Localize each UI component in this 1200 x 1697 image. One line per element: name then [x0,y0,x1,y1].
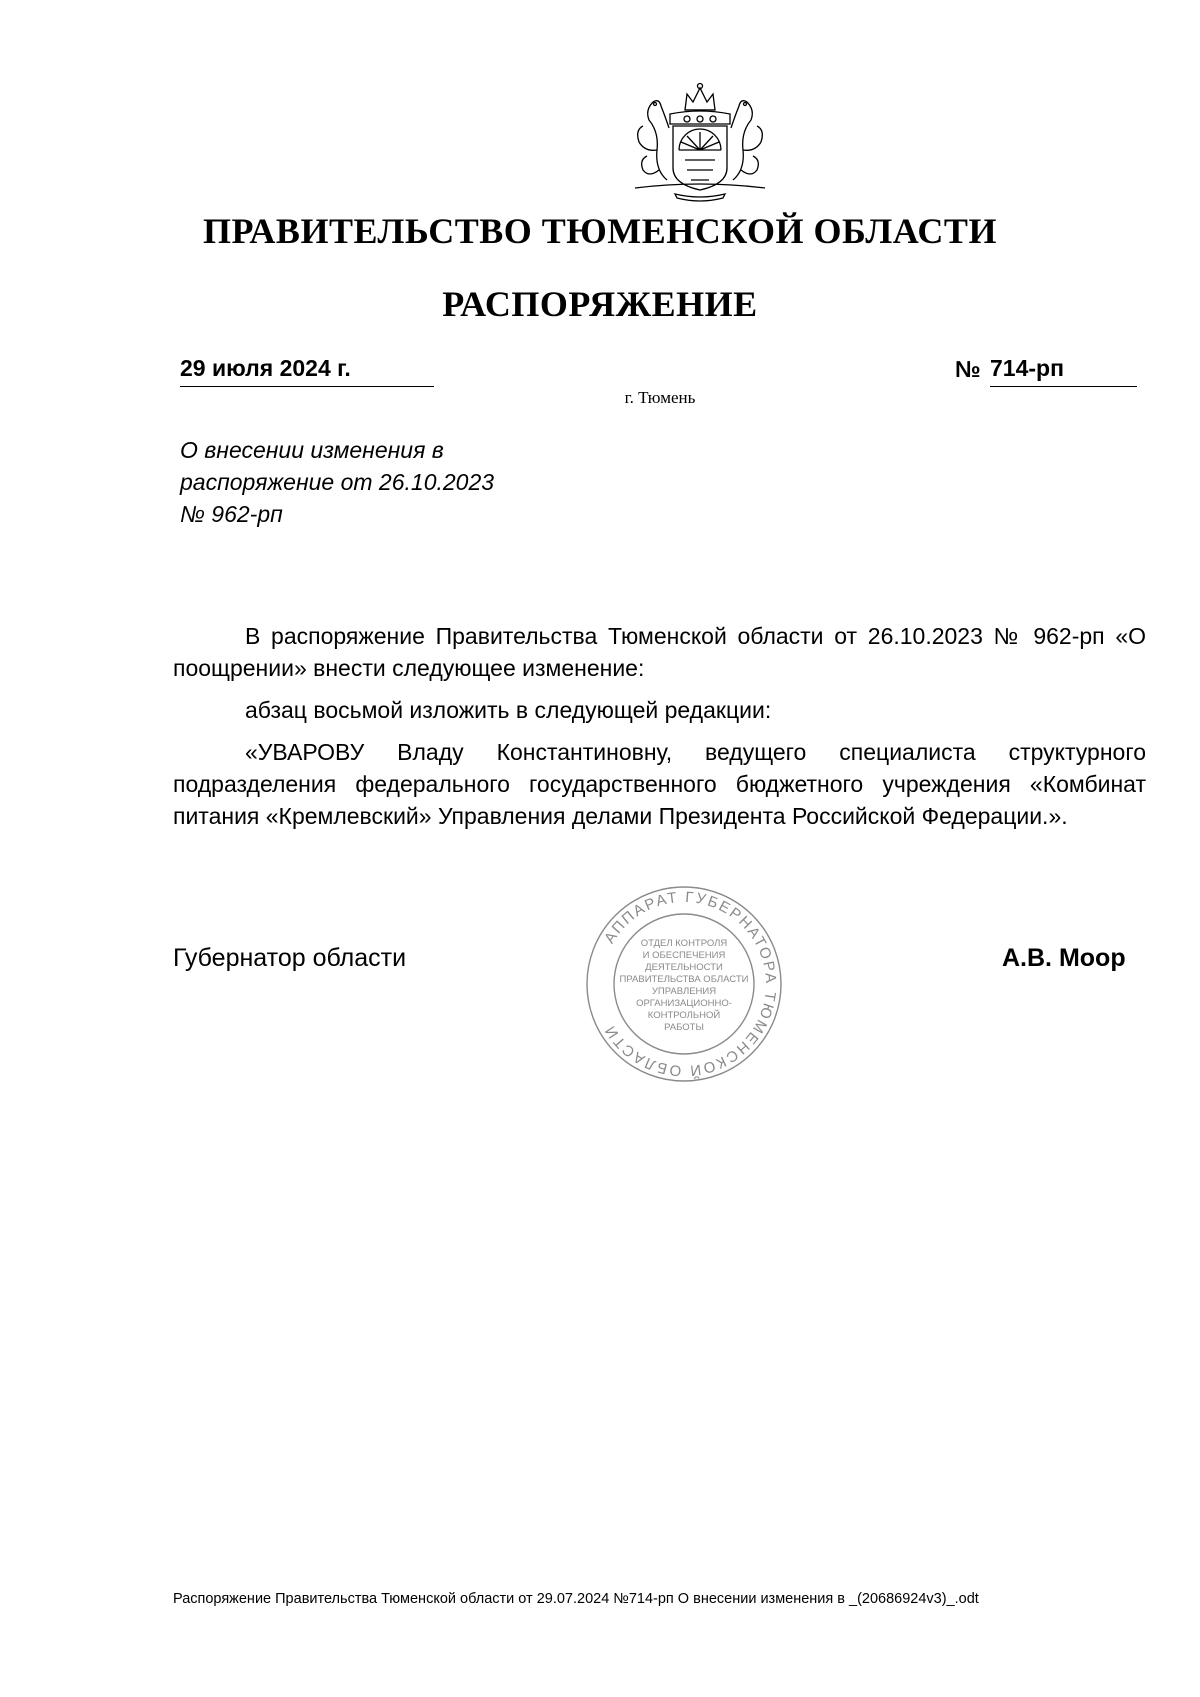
body-paragraph: «УВАРОВУ Владу Константиновну, ведущего специалиста структурного подразделения федерального государственного бюджетного учреждения «Комбинат питания «Кремлевский» Управления делами Президента Российской Федерации.». [173,739,1146,829]
coat-of-arms-icon [615,80,785,205]
subject-line: О внесении изменения в [180,437,444,463]
document-subject [180,434,494,530]
stamp-line: КОНТРОЛЬНОЙ [647,1010,721,1021]
document-date: 29 июля 2024 г. [180,355,434,387]
body-paragraph: абзац восьмой изложить в следующей редакции: [245,697,772,723]
subject-line: № 962-рп [180,501,283,527]
stamp-line: ОТДЕЛ КОНТРОЛЯ [640,938,728,949]
document-number: 714-рп [990,355,1137,387]
signatory-name: А.В. Моор [1002,944,1126,972]
number-sign: № [955,356,981,382]
stamp-line: ПРАВИТЕЛЬСТВА ОБЛАСТИ [619,974,749,985]
stamp-line: РАБОТЫ [664,1022,704,1033]
subject-line: распоряжение от 26.10.2023 [180,469,495,495]
official-stamp-icon [584,884,784,1084]
stamp-line: УПРАВЛЕНИЯ [651,986,717,997]
signatory-position: Губернатор области [173,944,407,972]
stamp-line: И ОБЕСПЕЧЕНИЯ [642,950,726,961]
stamp-line: ОРГАНИЗАЦИОННО- [636,998,732,1009]
city: г. Тюмень [624,388,696,407]
stamp-line: ДЕЯТЕЛЬНОСТИ [645,962,723,973]
file-footer: Распоряжение Правительства Тюменской области от 29.07.2024 №714-рп О внесении изменения в _(20686924v3)_.odt [173,1591,979,1607]
body-paragraph: В распоряжение Правительства Тюменской области от 26.10.2023 № 962-рп «О поощрении» внести следующее изменение: [173,623,1146,681]
document-type: РАСПОРЯЖЕНИЕ [442,284,758,324]
stamp-outer-text: АППАРАТ ГУБЕРНАТОРА ТЮМЕНСКОЙ ОБЛАСТИ [600,888,780,1080]
organization-title: ПРАВИТЕЛЬСТВО ТЮМЕНСКОЙ ОБЛАСТИ [203,211,997,251]
